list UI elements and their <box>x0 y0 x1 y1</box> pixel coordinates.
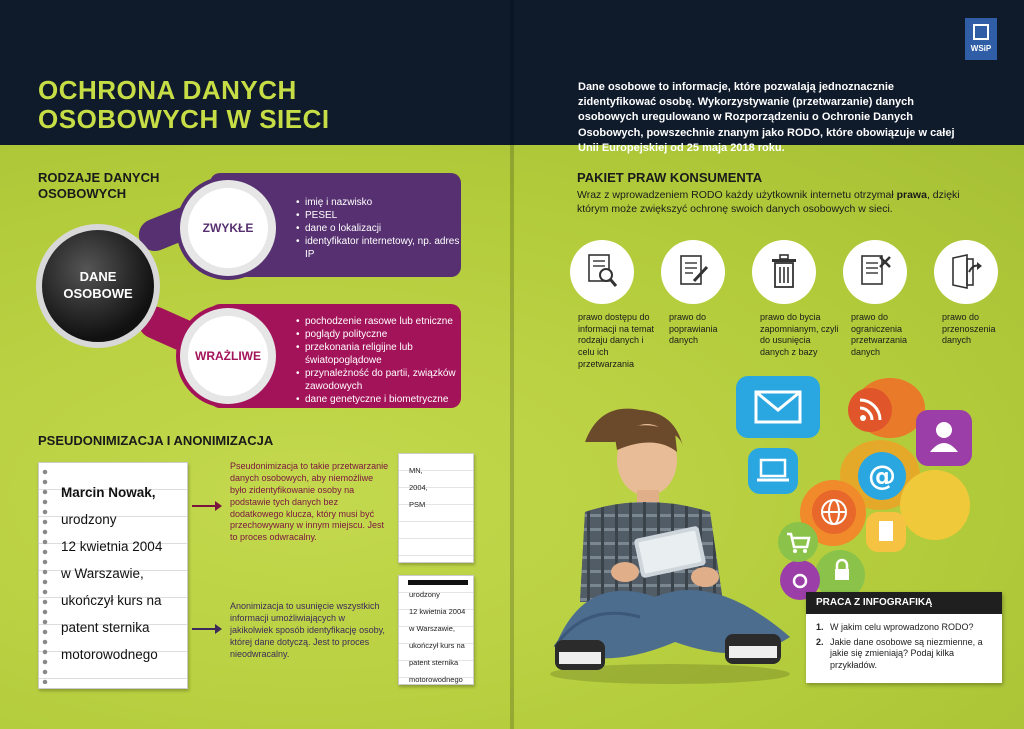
section-title-pseudo: PSEUDONIMIZACJA I ANONIMIZACJA <box>38 433 274 448</box>
pakiet-intro <box>577 188 987 216</box>
zwykle-circle <box>180 180 276 276</box>
question-item <box>816 637 992 672</box>
anon-card <box>398 575 474 685</box>
notebook-card <box>38 462 188 689</box>
wrazliwe-item: • pochodzenie rasowe lub etniczne <box>296 315 461 328</box>
notebook-line: ukończył kurs na <box>61 593 162 608</box>
document-search-icon <box>570 240 634 304</box>
notebook-line: 12 kwietnia 2004 <box>61 539 163 554</box>
arrow-right-icon <box>192 628 220 630</box>
section-title-rodzaje <box>38 170 159 203</box>
document-edit-icon <box>661 240 725 304</box>
pseudonimizacja-text: Pseudonimizacja to takie przetwarzanie danych osobowych, aby niemożliwe było zidentyfikowanie osoby na podstawie tych danych bez dodatkowego klucza, który musi być przechowywany w innym miejscu. Jest to proces odwracalny. <box>230 461 389 543</box>
notebook-line: motorowodnego <box>61 647 158 662</box>
trash-icon <box>752 240 816 304</box>
svg-text:@: @ <box>868 459 896 492</box>
zwykle-item: • imię i nazwisko <box>296 196 461 209</box>
center-label: OSOBOWE <box>63 286 133 301</box>
center-label: DANE <box>79 269 117 285</box>
section-title-line: RODZAJE DANYCH <box>38 170 160 185</box>
document-restrict-icon <box>843 240 907 304</box>
right-label: prawo dostępu do informacji na temat rodzaju danych i celu ich przetwarzania <box>578 312 655 369</box>
wrazliwe-circle <box>180 308 276 404</box>
intro-text: Dane osobowe to informacje, które pozwalają jednoznacznie zidentyfikować osobę. Wykorzystywanie (przetwarzanie) danych osobowych uregulowano w Rozporządzeniu o Ochronie Danych Osobowych, powszechnie znanym jako RODO, które obowiązuje w całej Unii Europejskiej od 25 maja 2018 roku. <box>578 81 955 154</box>
section-title-pakiet: PAKIET PRAW KONSUMENTA <box>577 170 763 185</box>
right-label: prawo do bycia zapomnianym, czyli do usunięcia danych z bazy <box>760 312 839 358</box>
intro-bold: prawa <box>896 189 927 201</box>
zwykle-item: • dane o lokalizacji <box>296 222 461 235</box>
question-number: 2. <box>816 636 824 647</box>
question-number: 1. <box>816 622 824 632</box>
intro-part: Wraz z wprowadzeniem RODO każdy użytkownik internetu otrzymał <box>577 189 897 201</box>
page-spine <box>510 0 514 729</box>
boy-with-tablet-illustration <box>545 402 800 692</box>
right-label: prawo do przenoszenia danych <box>942 312 996 346</box>
card-line: patent sternika <box>409 658 459 667</box>
dane-osobowe-circle <box>36 224 160 348</box>
notebook-holes <box>42 467 48 684</box>
wrazliwe-item: • przekonania religijne lub światopoglądowe <box>296 341 461 367</box>
zwykle-label: ZWYKŁE <box>202 221 254 235</box>
card-line: urodzony <box>409 590 440 599</box>
user-icon <box>916 410 972 466</box>
card-line: PSM <box>409 500 426 509</box>
notebook-line: w Warszawie, <box>61 566 144 581</box>
wrazliwe-item: • przynależność do partii, związków zawodowych <box>296 367 461 393</box>
logo-icon <box>973 24 989 40</box>
pseudo-card <box>398 453 474 563</box>
logo-text: WSiP <box>970 44 992 53</box>
document-icon <box>866 512 906 552</box>
wrazliwe-item: • dane genetyczne i biometryczne <box>296 393 461 406</box>
wrazliwe-label: WRAŻLIWE <box>195 349 261 363</box>
globe-icon <box>812 490 856 534</box>
right-label: prawo do poprawiania danych <box>669 312 718 346</box>
notebook-line: patent sternika <box>61 620 150 635</box>
arrow-right-icon <box>192 505 220 507</box>
card-line: MN, <box>409 466 423 475</box>
card-line: ukończył kurs na <box>409 641 465 650</box>
lock-icon <box>824 552 860 588</box>
praca-title: PRACA Z INFOGRAFIKĄ <box>806 592 1002 614</box>
rss-icon <box>848 388 892 432</box>
title-line: OCHRONA DANYCH <box>38 75 297 105</box>
question-text: W jakim celu wprowadzono RODO? <box>830 622 974 632</box>
section-title-line: OSOBOWYCH <box>38 186 127 202</box>
question-item <box>816 622 992 634</box>
title-line: OSOBOWYCH W SIECI <box>38 103 330 134</box>
redaction-bar <box>408 580 468 585</box>
anonimizacja-text: Anonimizacja to usunięcie wszystkich informacji umożliwiających w jakikolwiek sposób identyfikację osoby, której dane dotyczą. Jest to proces nieodwracalny. <box>230 601 385 659</box>
card-line: 2004, <box>409 483 428 492</box>
card-line: motorowodnego <box>409 675 463 684</box>
question-text: Jakie dane osobowe są niezmienne, a jakie się zmieniają? Podaj kilka przykładów. <box>830 636 983 671</box>
wrazliwe-item: • poglądy polityczne <box>296 328 461 341</box>
zwykle-item: • PESEL <box>296 209 461 222</box>
page-title <box>38 76 458 133</box>
publisher-logo <box>965 18 997 60</box>
right-label: prawo do ograniczenia przetwarzania danych <box>851 312 908 358</box>
notebook-line: Marcin Nowak, <box>61 485 156 500</box>
card-line: 12 kwietnia 2004 <box>409 607 466 616</box>
at-sign-icon <box>858 452 906 500</box>
intro-part: , dzięki którym może zwiększyć ochronę swoich danych osobowych w sieci. <box>577 189 960 216</box>
cloud-shape <box>900 470 970 540</box>
zwykle-item: • identyfikator internetowy, np. adres IP <box>296 235 461 261</box>
praca-z-infografika-box <box>806 592 1002 683</box>
notebook-line: urodzony <box>61 512 117 527</box>
transfer-icon <box>934 240 998 304</box>
card-line: w Warszawie, <box>409 624 455 633</box>
